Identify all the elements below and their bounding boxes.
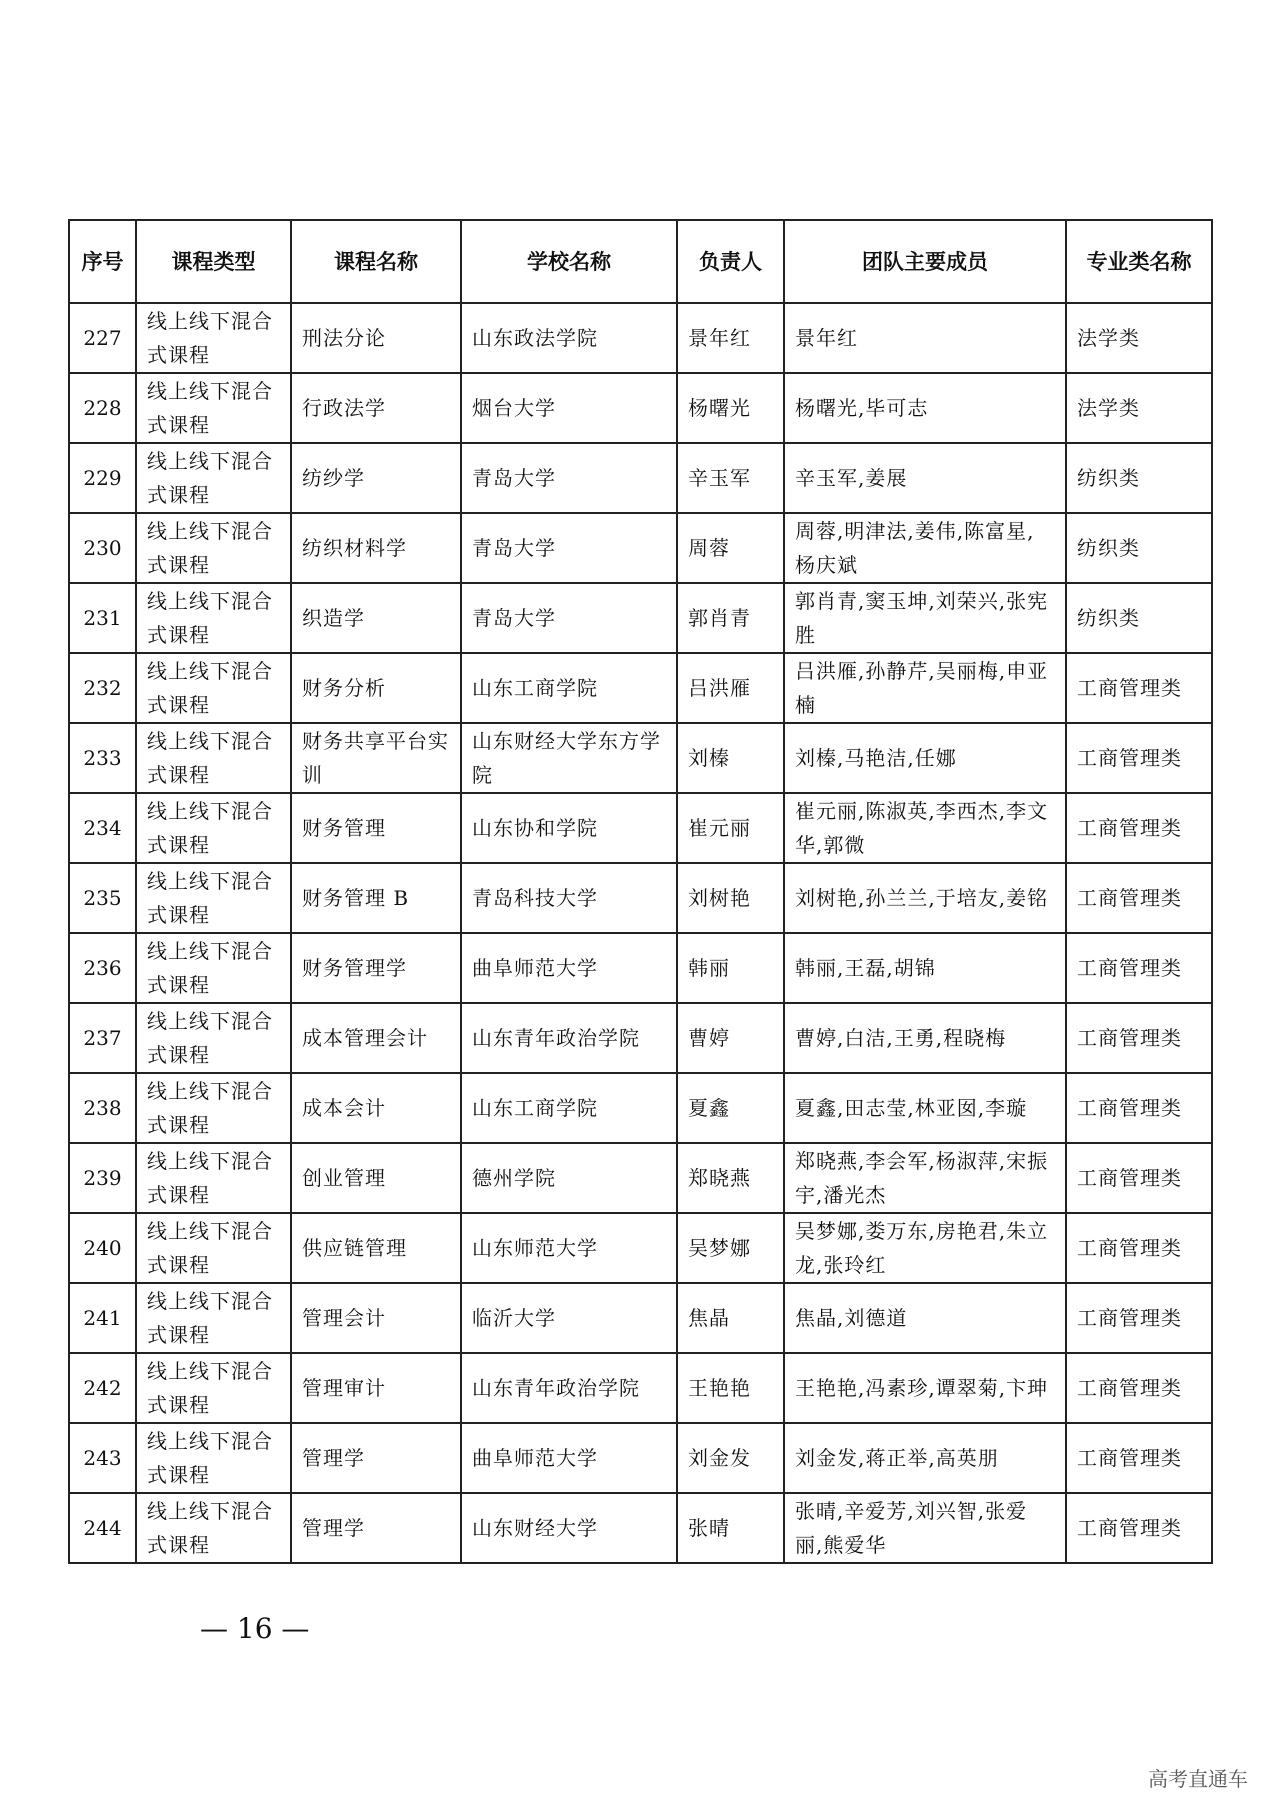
cell-index: 242 <box>69 1353 136 1423</box>
cell-index: 235 <box>69 863 136 933</box>
cell-major-category: 工商管理类 <box>1066 1493 1212 1563</box>
cell-team-members: 刘榛,马艳洁,任娜 <box>784 723 1066 793</box>
cell-team-members: 夏鑫,田志莹,林亚囡,李璇 <box>784 1073 1066 1143</box>
cell-team-members: 韩丽,王磊,胡锦 <box>784 933 1066 1003</box>
cell-team-members: 景年红 <box>784 303 1066 373</box>
cell-major-category: 纺织类 <box>1066 583 1212 653</box>
cell-team-members: 刘金发,蒋正举,高英朋 <box>784 1423 1066 1493</box>
course-list-table <box>68 219 1213 1564</box>
table-row <box>69 1003 1212 1073</box>
cell-course-name: 财务管理 <box>291 793 461 863</box>
cell-index: 230 <box>69 513 136 583</box>
cell-leader: 郭肖青 <box>677 583 784 653</box>
cell-school-name: 山东工商学院 <box>461 1073 677 1143</box>
cell-major-category: 工商管理类 <box>1066 1143 1212 1213</box>
cell-course-type: 线上线下混合式课程 <box>136 303 291 373</box>
cell-course-name: 织造学 <box>291 583 461 653</box>
cell-leader: 吴梦娜 <box>677 1213 784 1283</box>
cell-major-category: 工商管理类 <box>1066 653 1212 723</box>
table-body <box>69 303 1212 1563</box>
cell-course-type: 线上线下混合式课程 <box>136 863 291 933</box>
cell-course-name: 财务管理学 <box>291 933 461 1003</box>
cell-major-category: 工商管理类 <box>1066 1283 1212 1353</box>
cell-leader: 张晴 <box>677 1493 784 1563</box>
table-row <box>69 513 1212 583</box>
table-row <box>69 373 1212 443</box>
table-row <box>69 303 1212 373</box>
cell-leader: 辛玉军 <box>677 443 784 513</box>
cell-course-type: 线上线下混合式课程 <box>136 513 291 583</box>
header-major-category: 专业类名称 <box>1066 220 1212 303</box>
cell-index: 236 <box>69 933 136 1003</box>
table-row <box>69 863 1212 933</box>
cell-index: 234 <box>69 793 136 863</box>
cell-major-category: 工商管理类 <box>1066 723 1212 793</box>
cell-leader: 刘榛 <box>677 723 784 793</box>
cell-major-category: 纺织类 <box>1066 443 1212 513</box>
cell-major-category: 法学类 <box>1066 303 1212 373</box>
cell-team-members: 吴梦娜,娄万东,房艳君,朱立龙,张玲红 <box>784 1213 1066 1283</box>
cell-course-type: 线上线下混合式课程 <box>136 1143 291 1213</box>
cell-leader: 杨曙光 <box>677 373 784 443</box>
cell-team-members: 焦晶,刘德道 <box>784 1283 1066 1353</box>
cell-index: 243 <box>69 1423 136 1493</box>
cell-school-name: 临沂大学 <box>461 1283 677 1353</box>
cell-index: 240 <box>69 1213 136 1283</box>
cell-team-members: 杨曙光,毕可志 <box>784 373 1066 443</box>
cell-major-category: 法学类 <box>1066 373 1212 443</box>
cell-school-name: 山东协和学院 <box>461 793 677 863</box>
cell-leader: 焦晶 <box>677 1283 784 1353</box>
cell-index: 229 <box>69 443 136 513</box>
watermark-logo: 高考直通车 <box>1148 1767 1248 1791</box>
cell-major-category: 工商管理类 <box>1066 1353 1212 1423</box>
cell-major-category: 工商管理类 <box>1066 933 1212 1003</box>
header-course-type: 课程类型 <box>136 220 291 303</box>
cell-school-name: 山东财经大学 <box>461 1493 677 1563</box>
cell-index: 237 <box>69 1003 136 1073</box>
cell-school-name: 青岛大学 <box>461 513 677 583</box>
cell-course-name: 供应链管理 <box>291 1213 461 1283</box>
cell-course-type: 线上线下混合式课程 <box>136 443 291 513</box>
cell-major-category: 工商管理类 <box>1066 863 1212 933</box>
cell-school-name: 山东工商学院 <box>461 653 677 723</box>
cell-course-type: 线上线下混合式课程 <box>136 1213 291 1283</box>
cell-course-name: 纺纱学 <box>291 443 461 513</box>
cell-leader: 刘金发 <box>677 1423 784 1493</box>
cell-school-name: 山东财经大学东方学院 <box>461 723 677 793</box>
cell-team-members: 郭肖青,窦玉坤,刘荣兴,张宪胜 <box>784 583 1066 653</box>
cell-course-name: 财务管理 B <box>291 863 461 933</box>
cell-school-name: 山东师范大学 <box>461 1213 677 1283</box>
cell-course-type: 线上线下混合式课程 <box>136 1423 291 1493</box>
table-row <box>69 1143 1212 1213</box>
cell-major-category: 工商管理类 <box>1066 793 1212 863</box>
cell-major-category: 纺织类 <box>1066 513 1212 583</box>
cell-school-name: 青岛科技大学 <box>461 863 677 933</box>
cell-school-name: 德州学院 <box>461 1143 677 1213</box>
cell-school-name: 青岛大学 <box>461 443 677 513</box>
cell-course-name: 纺织材料学 <box>291 513 461 583</box>
cell-major-category: 工商管理类 <box>1066 1073 1212 1143</box>
header-course-name: 课程名称 <box>291 220 461 303</box>
cell-index: 232 <box>69 653 136 723</box>
cell-index: 228 <box>69 373 136 443</box>
cell-index: 244 <box>69 1493 136 1563</box>
cell-course-name: 管理审计 <box>291 1353 461 1423</box>
cell-course-name: 成本会计 <box>291 1073 461 1143</box>
cell-school-name: 青岛大学 <box>461 583 677 653</box>
table-header-row <box>69 220 1212 303</box>
cell-team-members: 周蓉,明津法,姜伟,陈富星,杨庆斌 <box>784 513 1066 583</box>
table-row <box>69 1353 1212 1423</box>
cell-index: 227 <box>69 303 136 373</box>
cell-index: 233 <box>69 723 136 793</box>
cell-course-type: 线上线下混合式课程 <box>136 933 291 1003</box>
cell-team-members: 刘树艳,孙兰兰,于培友,姜铭 <box>784 863 1066 933</box>
cell-team-members: 王艳艳,冯素珍,谭翠菊,卞珅 <box>784 1353 1066 1423</box>
cell-course-name: 管理学 <box>291 1423 461 1493</box>
table-row <box>69 1213 1212 1283</box>
cell-school-name: 烟台大学 <box>461 373 677 443</box>
cell-leader: 周蓉 <box>677 513 784 583</box>
cell-course-name: 财务分析 <box>291 653 461 723</box>
cell-index: 238 <box>69 1073 136 1143</box>
cell-team-members: 曹婷,白洁,王勇,程晓梅 <box>784 1003 1066 1073</box>
cell-course-type: 线上线下混合式课程 <box>136 1493 291 1563</box>
cell-leader: 王艳艳 <box>677 1353 784 1423</box>
cell-course-type: 线上线下混合式课程 <box>136 583 291 653</box>
table-row <box>69 793 1212 863</box>
table-row <box>69 583 1212 653</box>
cell-course-type: 线上线下混合式课程 <box>136 793 291 863</box>
cell-team-members: 吕洪雁,孙静芹,吴丽梅,申亚楠 <box>784 653 1066 723</box>
cell-major-category: 工商管理类 <box>1066 1423 1212 1493</box>
table-row <box>69 443 1212 513</box>
cell-leader: 景年红 <box>677 303 784 373</box>
cell-leader: 韩丽 <box>677 933 784 1003</box>
cell-course-name: 创业管理 <box>291 1143 461 1213</box>
cell-course-type: 线上线下混合式课程 <box>136 653 291 723</box>
cell-team-members: 张晴,辛爱芳,刘兴智,张爱丽,熊爱华 <box>784 1493 1066 1563</box>
header-school-name: 学校名称 <box>461 220 677 303</box>
cell-course-type: 线上线下混合式课程 <box>136 1353 291 1423</box>
table-row <box>69 1073 1212 1143</box>
cell-leader: 刘树艳 <box>677 863 784 933</box>
table-row <box>69 1493 1212 1563</box>
page-number: — 16 — <box>200 1612 310 1645</box>
cell-index: 239 <box>69 1143 136 1213</box>
cell-course-type: 线上线下混合式课程 <box>136 1003 291 1073</box>
cell-major-category: 工商管理类 <box>1066 1213 1212 1283</box>
header-index: 序号 <box>69 220 136 303</box>
table-row <box>69 933 1212 1003</box>
header-leader: 负责人 <box>677 220 784 303</box>
cell-index: 241 <box>69 1283 136 1353</box>
cell-index: 231 <box>69 583 136 653</box>
cell-course-name: 行政法学 <box>291 373 461 443</box>
header-team-members: 团队主要成员 <box>784 220 1066 303</box>
table-row <box>69 1423 1212 1493</box>
cell-leader: 夏鑫 <box>677 1073 784 1143</box>
table-row <box>69 1283 1212 1353</box>
cell-course-name: 刑法分论 <box>291 303 461 373</box>
cell-school-name: 山东青年政治学院 <box>461 1353 677 1423</box>
table-row <box>69 653 1212 723</box>
cell-leader: 郑晓燕 <box>677 1143 784 1213</box>
cell-course-type: 线上线下混合式课程 <box>136 1073 291 1143</box>
cell-school-name: 山东政法学院 <box>461 303 677 373</box>
cell-course-type: 线上线下混合式课程 <box>136 1283 291 1353</box>
cell-course-name: 成本管理会计 <box>291 1003 461 1073</box>
cell-course-type: 线上线下混合式课程 <box>136 373 291 443</box>
cell-school-name: 曲阜师范大学 <box>461 933 677 1003</box>
cell-leader: 曹婷 <box>677 1003 784 1073</box>
cell-team-members: 辛玉军,姜展 <box>784 443 1066 513</box>
cell-team-members: 崔元丽,陈淑英,李西杰,李文华,郭微 <box>784 793 1066 863</box>
cell-major-category: 工商管理类 <box>1066 1003 1212 1073</box>
cell-course-type: 线上线下混合式课程 <box>136 723 291 793</box>
cell-course-name: 管理会计 <box>291 1283 461 1353</box>
cell-leader: 吕洪雁 <box>677 653 784 723</box>
table-row <box>69 723 1212 793</box>
cell-school-name: 曲阜师范大学 <box>461 1423 677 1493</box>
cell-school-name: 山东青年政治学院 <box>461 1003 677 1073</box>
cell-course-name: 管理学 <box>291 1493 461 1563</box>
cell-leader: 崔元丽 <box>677 793 784 863</box>
cell-team-members: 郑晓燕,李会军,杨淑萍,宋振宇,潘光杰 <box>784 1143 1066 1213</box>
cell-course-name: 财务共享平台实训 <box>291 723 461 793</box>
